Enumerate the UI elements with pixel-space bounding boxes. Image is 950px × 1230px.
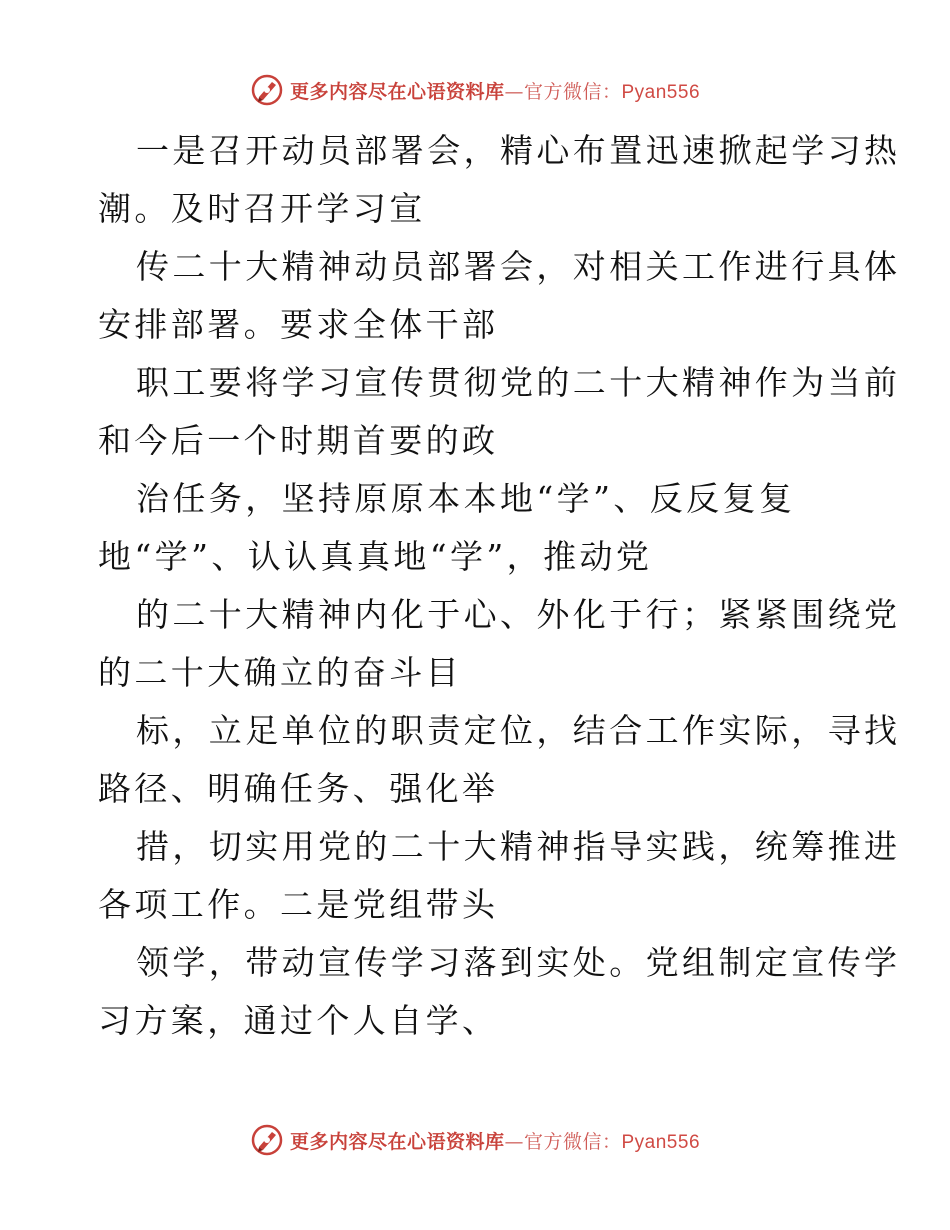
body-line: 措，切实用党的二十大精神指导实践，统筹推进 — [136, 827, 901, 866]
pen-logo-icon — [250, 1123, 284, 1157]
header-banner-inner — [250, 73, 700, 107]
header-banner-wechat-label: 官方微信： — [523, 80, 622, 103]
document-body — [98, 122, 901, 1050]
body-line: 安排部署。要求全体干部 — [98, 305, 499, 344]
header-banner-wechat-id: Pyan556 — [621, 81, 701, 103]
body-line: 潮。及时召开学习宣 — [98, 189, 426, 228]
body-line: 地“学”、认认真真地“学”，推动党 — [98, 537, 653, 576]
body-line: 传二十大精神动员部署会，对相关工作进行具体 — [136, 247, 901, 286]
footer-banner-text — [290, 1127, 700, 1154]
footer-banner-wechat-id: Pyan556 — [621, 1131, 701, 1153]
body-line: 治任务，坚持原原本本地“学”、反反复复 — [136, 479, 796, 518]
body-line: 的二十大精神内化于心、外化于行；紧紧围绕党 — [136, 595, 901, 634]
pen-logo-icon — [250, 73, 284, 107]
body-line: 各项工作。二是党组带头 — [98, 885, 499, 924]
body-line: 和今后一个时期首要的政 — [98, 421, 499, 460]
body-line: 一是召开动员部署会，精心布置迅速掀起学习热 — [136, 131, 901, 170]
footer-banner-main: 更多内容尽在心语资料库 — [289, 1130, 505, 1153]
body-line: 领学，带动宣传学习落到实处。党组制定宣传学 — [136, 943, 901, 982]
body-line: 习方案，通过个人自学、 — [98, 1001, 499, 1040]
footer-banner-wechat-label: 官方微信： — [523, 1130, 622, 1153]
body-line: 路径、明确任务、强化举 — [98, 769, 499, 808]
body-line: 的二十大确立的奋斗目 — [98, 653, 462, 692]
footer-banner-inner — [250, 1123, 700, 1157]
header-banner-text — [290, 77, 700, 104]
footer-banner-dash: — — [504, 1130, 524, 1153]
body-line: 职工要将学习宣传贯彻党的二十大精神作为当前 — [136, 363, 901, 402]
footer-banner — [0, 1120, 950, 1160]
header-banner-main: 更多内容尽在心语资料库 — [289, 80, 505, 103]
header-banner-dash: — — [504, 80, 524, 103]
header-banner — [0, 70, 950, 110]
body-line: 标，立足单位的职责定位，结合工作实际，寻找 — [136, 711, 901, 750]
